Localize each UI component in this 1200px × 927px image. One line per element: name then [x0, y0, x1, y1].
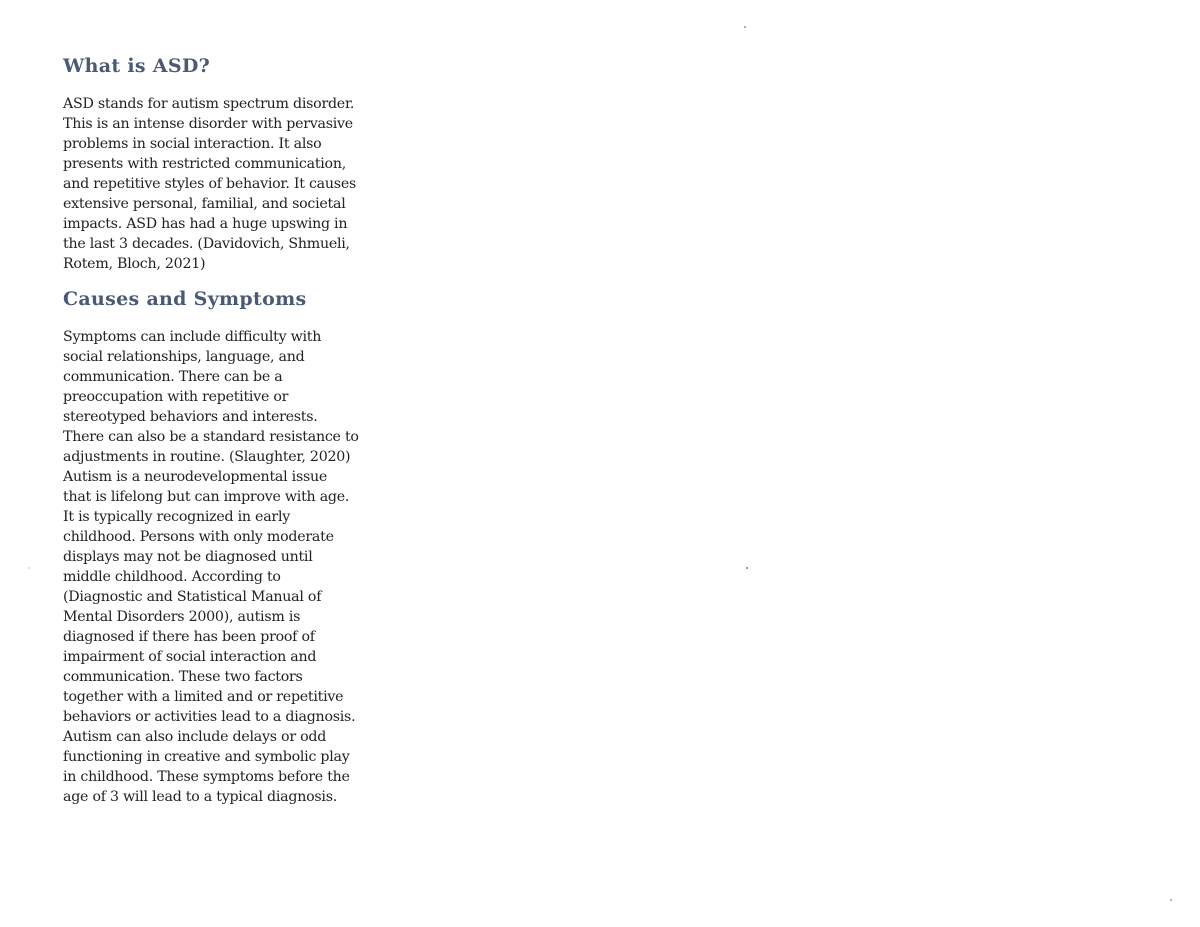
- text-line: impairment of social interaction and: [63, 649, 317, 665]
- text-line: communication. There can be a: [63, 369, 283, 385]
- text-line: This is an intense disorder with pervasive: [63, 116, 353, 132]
- text-line: ASD stands for autism spectrum disorder.: [63, 96, 355, 112]
- text-line: Symptoms can include difficulty with: [63, 329, 322, 345]
- text-line: There can also be a standard resistance to: [63, 429, 359, 445]
- text-line: adjustments in routine. (Slaughter, 2020): [63, 449, 351, 465]
- text-line: childhood. Persons with only moderate: [63, 529, 334, 545]
- text-line: social relationships, language, and: [63, 349, 305, 365]
- document-column: [63, 52, 393, 807]
- text-line: in childhood. These symptoms before the: [63, 769, 350, 785]
- text-line: impacts. ASD has had a huge upswing in: [63, 216, 348, 232]
- text-line: age of 3 will lead to a typical diagnosis.: [63, 789, 337, 805]
- text-line: behaviors or activities lead to a diagnosis.: [63, 709, 356, 725]
- text-line: stereotyped behaviors and interests.: [63, 409, 318, 425]
- section-body-what-is-asd: [63, 94, 393, 274]
- text-line: It is typically recognized in early: [63, 509, 290, 525]
- text-line: the last 3 decades. (Davidovich, Shmueli,: [63, 236, 350, 252]
- stray-speck: [28, 567, 30, 569]
- text-line: middle childhood. According to: [63, 569, 281, 585]
- text-line: preoccupation with repetitive or: [63, 389, 289, 405]
- text-line: and repetitive styles of behavior. It causes: [63, 176, 356, 192]
- section-body-causes-and-symptoms: [63, 327, 393, 807]
- section-heading-what-is-asd: What is ASD?: [63, 55, 211, 77]
- text-line: that is lifelong but can improve with age.: [63, 489, 350, 505]
- stray-speck: [744, 26, 746, 28]
- text-line: displays may not be diagnosed until: [63, 549, 313, 565]
- stray-speck: [1170, 899, 1172, 901]
- text-line: communication. These two factors: [63, 669, 303, 685]
- text-line: diagnosed if there has been proof of: [63, 629, 315, 645]
- text-line: Autism is a neurodevelopmental issue: [63, 469, 328, 485]
- text-line: Rotem, Bloch, 2021): [63, 256, 206, 272]
- text-line: (Diagnostic and Statistical Manual of: [63, 589, 322, 605]
- section-heading-causes-and-symptoms: Causes and Symptoms: [63, 288, 307, 310]
- text-line: problems in social interaction. It also: [63, 136, 322, 152]
- text-line: presents with restricted communication,: [63, 156, 346, 172]
- text-line: functioning in creative and symbolic play: [63, 749, 350, 765]
- text-line: extensive personal, familial, and societal: [63, 196, 346, 212]
- text-line: together with a limited and or repetitive: [63, 689, 344, 705]
- text-line: Mental Disorders 2000), autism is: [63, 609, 301, 625]
- stray-speck: [746, 567, 748, 569]
- text-line: Autism can also include delays or odd: [63, 729, 327, 745]
